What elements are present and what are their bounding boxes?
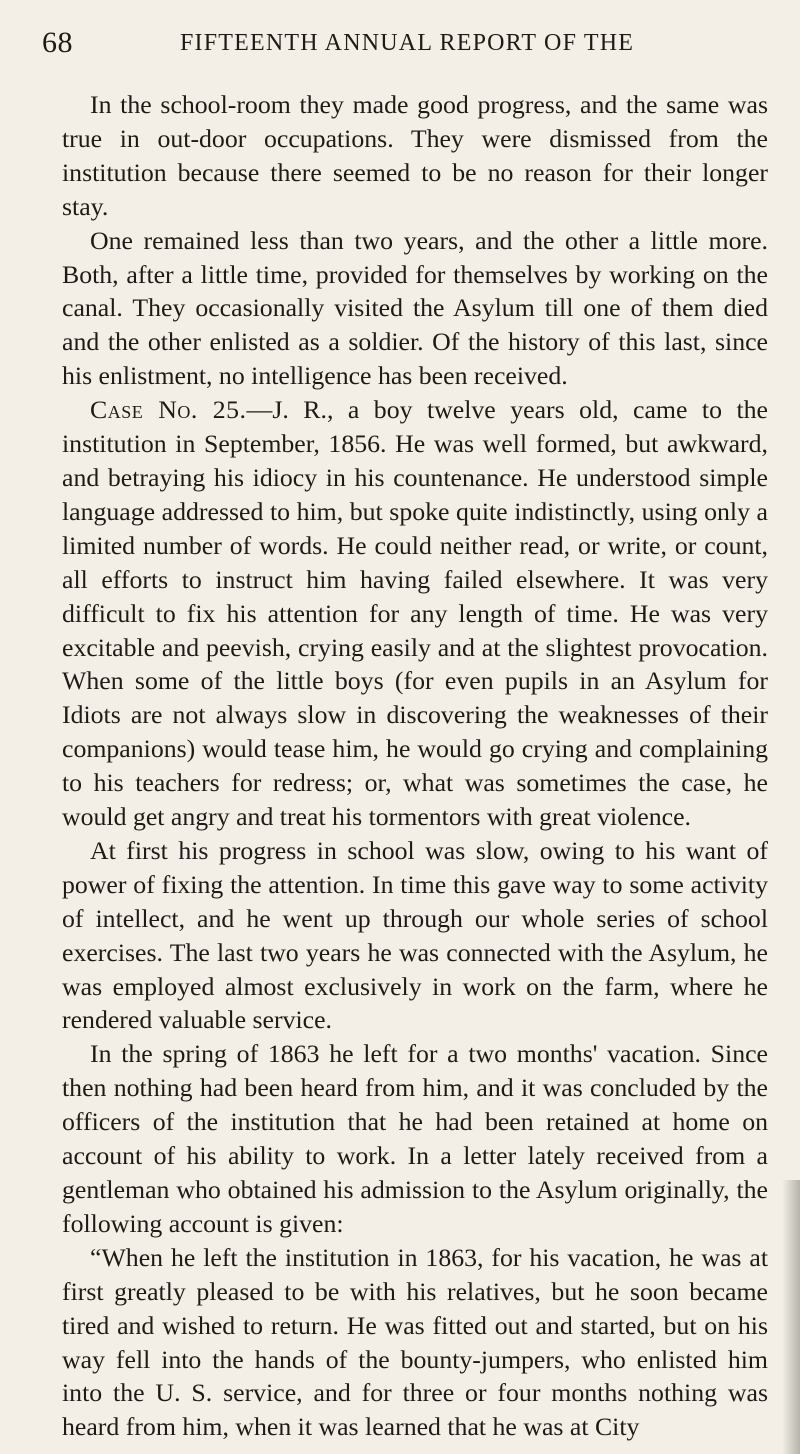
page-number: 68 <box>42 26 73 59</box>
running-title: FIFTEENTH ANNUAL REPORT OF THE <box>180 30 635 56</box>
paragraph: In the school-room they made good progress, and the same was true in out-door occupations. They were dismissed from the institution because there seemed to be no reason for their longer stay. <box>62 90 768 221</box>
paragraph: At first his progress in school was slow, owing to his want of power of fixing the attention. In time this gave way to some activity of intellect, and he went up through our whole series of school exercises. The last two years he was connected with the Asylum, he was employed almost exclusively in work on the farm, where he rendered valuable service. <box>62 835 768 1035</box>
case-paragraph <box>62 393 768 834</box>
paragraph: One remained less than two years, and the other a little more. Both, after a little time, provided for themselves by working on the canal. They occasionally visited the Asylum till one of them died and the other enlisted as a soldier. Of the history of this last, since his enlistment, no intelligence has been received. <box>62 225 768 391</box>
case-text: —J. R., a boy twelve years old, came to the institution in September, 1856. He was well formed, but awkward, and betraying his idiocy in his countenance. He understood simple language addressed to him, but spoke quite indistinctly, using only a limited number of words. He could neither read, or write, or count, all efforts to instruct him having failed elsewhere. It was very difficult to fix his attention for any length of time. He was very excitable and peevish, crying easily and at the slightest provocation. When some of the little boys (for even pupils in an Asylum for Idiots are not always slow in discovering the weaknesses of their companions) would tease him, he would go crying and complaining to his teachers for redress; or, what was sometimes the case, he would get angry and treat his tormentors with great violence. <box>62 395 769 832</box>
paragraph: In the spring of 1863 he left for a two months' vacation. Since then nothing had been heard from him, and it was concluded by the officers of the institution that he had been retained at home on account of his ability to work. In a letter lately received from a gentleman who obtained his admission to the Asylum originally, the following account is given: <box>62 1039 768 1238</box>
body-text <box>62 88 768 1444</box>
case-label: Case No. 25. <box>90 395 247 425</box>
page-edge-shadow <box>782 1180 800 1454</box>
quoted-paragraph: “When he left the institution in 1863, for his vacation, he was at first greatly pleased to be with his relatives, but he soon became tired and wished to return. He was fitted out and started, but on his way fell into the hands of the bounty-jumpers, who enlisted him into the U. S. service, and for three or four months nothing was heard from him, when it was learned that he was at City <box>62 1242 768 1442</box>
